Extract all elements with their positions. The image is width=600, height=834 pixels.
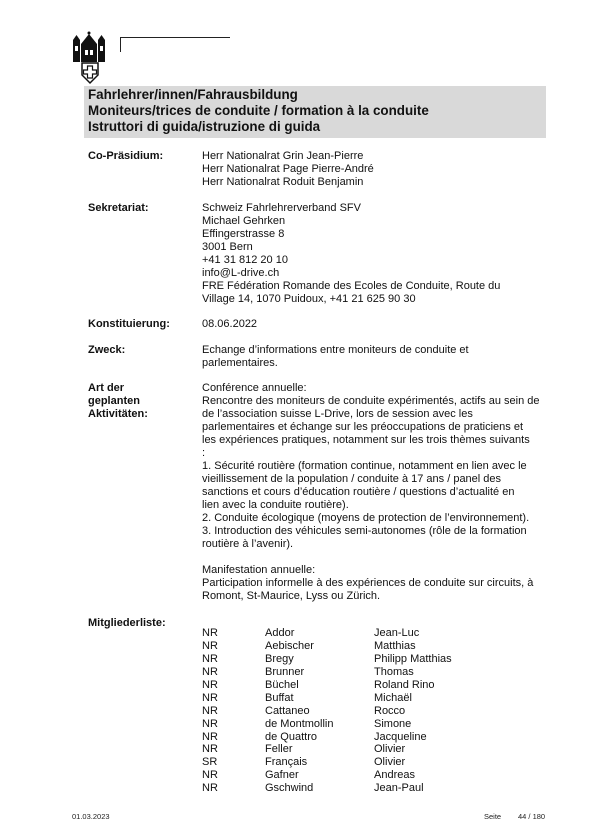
member-firstname: Olivier (374, 756, 406, 769)
text-line: routière à l’avenir). (202, 538, 294, 550)
label-line: geplanten (88, 395, 140, 407)
text-line: Romont, St-Maurice, Lyss ou Zürich. (202, 590, 381, 602)
member-lastname: Cattaneo (265, 704, 310, 717)
member-firstname: Olivier (374, 743, 406, 756)
member-chamber: NR (202, 652, 218, 665)
member-chamber: NR (202, 691, 218, 704)
member-firstname: Jean-Luc (374, 627, 420, 639)
member-lastname: de Quattro (265, 730, 317, 743)
aktivitaeten-label (88, 382, 148, 421)
co-praesidium-value (202, 150, 547, 189)
text-line (202, 551, 547, 564)
member-lastname: Gschwind (265, 782, 314, 795)
mitglieder-label: Mitgliederliste: (88, 617, 166, 629)
member-chamber: NR (202, 717, 218, 730)
email-text: info@L-drive.ch (202, 267, 280, 279)
footer-date: 01.03.2023 (72, 812, 110, 821)
text-line: Effingerstrasse 8 (202, 228, 285, 240)
text-line: : (202, 447, 206, 459)
text-line: Conférence annuelle: (202, 382, 307, 394)
member-firstname: Simone (374, 717, 412, 730)
member-firstname: Michaël (374, 691, 412, 704)
member-lastname: Bregy (265, 652, 294, 665)
member-chamber: NR (202, 627, 218, 639)
footer-page-number: 44 / 180 (518, 812, 546, 821)
member-chamber: SR (202, 756, 218, 769)
member-lastname: Buffat (265, 691, 294, 704)
member-firstname: Philipp Matthias (374, 652, 452, 665)
member-chamber: NR (202, 730, 218, 743)
member-firstname: Jean-Paul (374, 782, 424, 795)
text-line: Rencontre des moniteurs de conduite expérimentés, actifs au sein de (202, 395, 540, 407)
text-line: 2. Conduite écologique (moyens de protection de l’environnement). (202, 512, 530, 524)
text-line: Participation informelle à des expériences de conduite sur circuits, à (202, 577, 534, 589)
text-line: les expériences pratiques, notamment sur les trois thèmes suivants (202, 434, 530, 446)
text-line: Herr Nationalrat Roduit Benjamin (202, 176, 364, 188)
member-chamber: NR (202, 769, 218, 782)
text-line: Schweiz Fahrlehrerverband SFV (202, 202, 361, 214)
title-italian: Istruttori di guida/istruzione di guida (88, 119, 321, 134)
text-line: 1. Sécurité routière (formation continue, notamment en lien avec le (202, 460, 527, 472)
text-line: 3. Introduction des véhicules semi-autonomes (rôle de la formation (202, 525, 527, 537)
member-lastname: Addor (265, 627, 295, 639)
member-lastname: Français (265, 756, 308, 769)
member-lastname: Aebischer (265, 639, 314, 652)
text-line: parlementaires et échange sur les préoccupations de praticiens et (202, 421, 524, 433)
member-lastname: Büchel (265, 678, 299, 691)
co-praesidium-label: Co-Präsidium: (88, 150, 164, 162)
member-chamber: NR (202, 704, 218, 717)
header-rule (120, 37, 230, 38)
zweck-value (202, 344, 547, 370)
text-line: Echange d’informations entre moniteurs de conduite et (202, 344, 469, 356)
text-line: sanctions et cours d’éducation routière / questions d’actualité en (202, 486, 515, 498)
aktivitaeten-value (202, 382, 547, 603)
footer-page-label: Seite (484, 812, 502, 821)
member-lastname: Feller (265, 743, 293, 756)
member-chamber: NR (202, 782, 218, 795)
text-line: vieillissement de la population / conduite à 17 ans / panel des (202, 473, 502, 485)
member-firstname: Jacqueline (374, 730, 427, 743)
sekretariat-label: Sekretariat: (88, 202, 149, 214)
member-firstname: Roland Rino (374, 678, 435, 691)
title-german: Fahrlehrer/innen/Fahrausbildung (88, 87, 298, 102)
member-firstname: Rocco (374, 704, 406, 717)
sekretariat-value (202, 202, 547, 306)
header-rule-vertical (120, 37, 121, 52)
member-chamber: NR (202, 639, 218, 652)
konstituierung-value: 08.06.2022 (202, 318, 258, 330)
member-chamber: NR (202, 678, 218, 691)
text-line: lien avec la conduite routière). (202, 499, 349, 511)
text-line: de l’association suisse L-Drive, lors de session avec les (202, 408, 473, 420)
member-chamber: NR (202, 743, 218, 756)
text-line: FRE Fédération Romande des Ecoles de Conduite, Route du (202, 280, 501, 292)
zweck-label: Zweck: (88, 344, 126, 356)
member-lastname: Brunner (265, 665, 305, 678)
member-lastname: Gafner (265, 769, 299, 782)
text-line: +41 31 812 20 10 (202, 254, 288, 266)
label-line: Art der (88, 382, 125, 394)
member-firstname: Andreas (374, 769, 415, 782)
member-firstname: Thomas (374, 665, 414, 678)
swiss-federal-logo (70, 30, 110, 86)
label-line: Aktivitäten: (88, 408, 148, 420)
member-lastname: de Montmollin (265, 717, 334, 730)
konstituierung-label: Konstituierung: (88, 318, 170, 330)
text-line: 3001 Bern (202, 241, 253, 253)
text-line: parlementaires. (202, 357, 278, 369)
member-firstname: Matthias (374, 639, 416, 652)
text-line: Manifestation annuelle: (202, 564, 316, 576)
text-line: Herr Nationalrat Page Pierre-André (202, 163, 374, 175)
title-french: Moniteurs/trices de conduite / formation à la conduite (88, 103, 429, 118)
text-line: Michael Gehrken (202, 215, 286, 227)
member-chamber: NR (202, 665, 218, 678)
text-line: Village 14, 1070 Puidoux, +41 21 625 90 30 (202, 293, 416, 305)
text-line: Herr Nationalrat Grin Jean-Pierre (202, 150, 364, 162)
